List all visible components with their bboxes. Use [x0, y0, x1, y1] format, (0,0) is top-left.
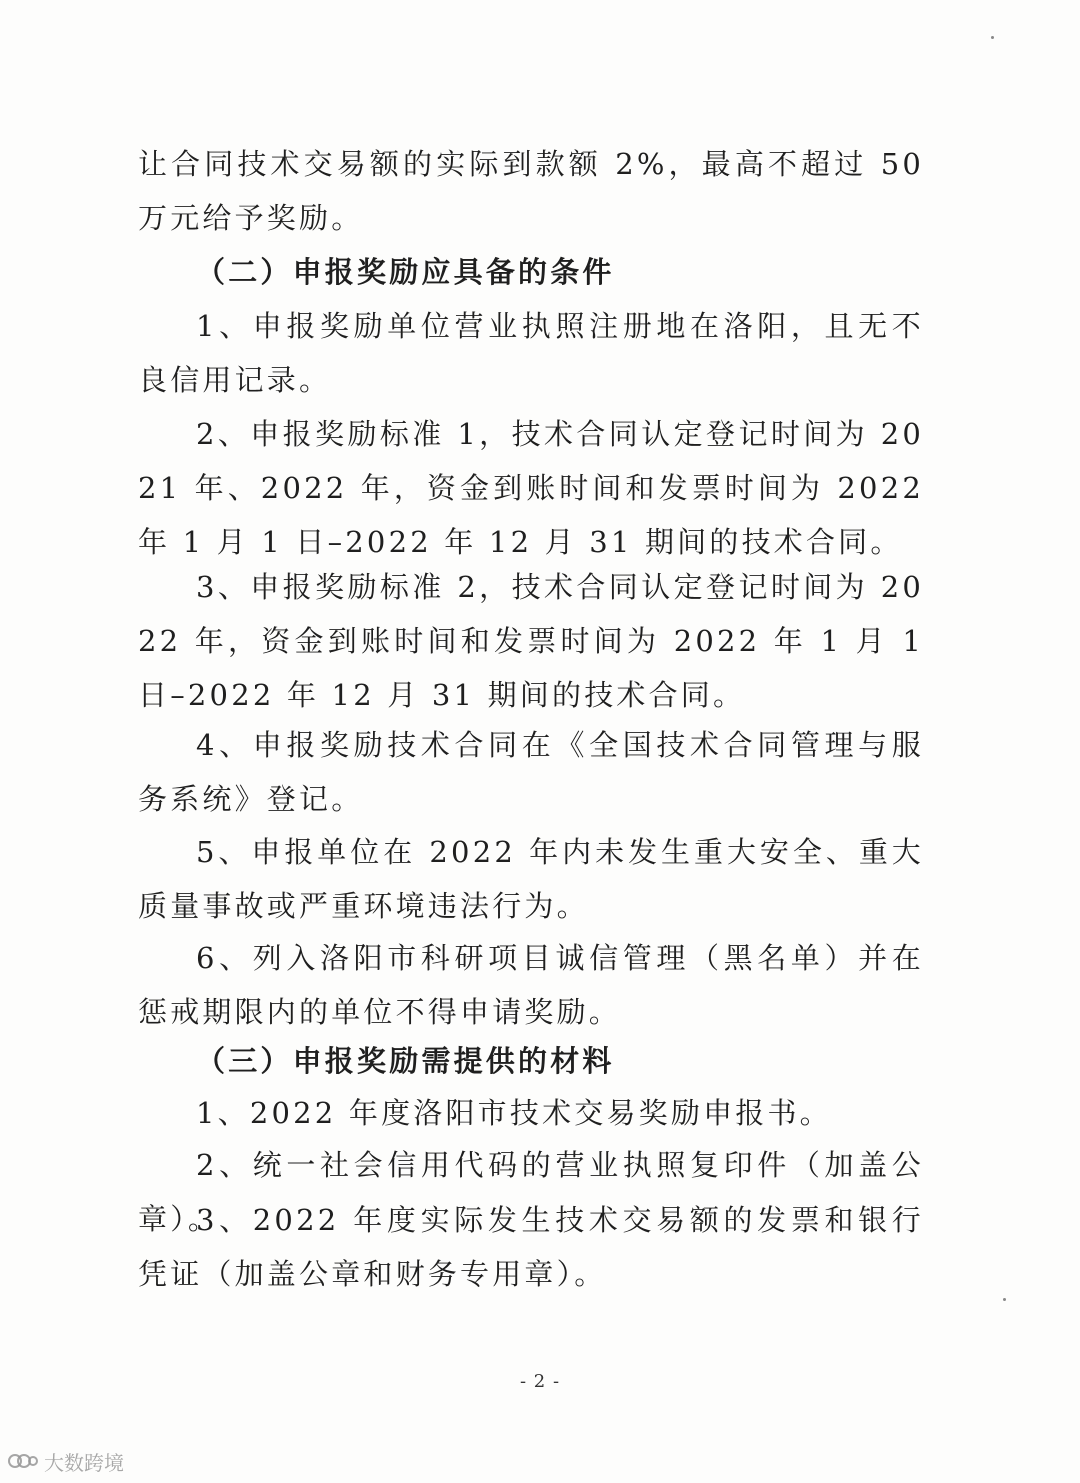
scan-speck [991, 36, 994, 39]
list-item-2-1: 1、申报奖励单位营业执照注册地在洛阳，且无不良信用记录。 [138, 309, 924, 397]
watermark-text: 大数跨境 [44, 1450, 124, 1475]
list-item-3-1: 1、2022 年度洛阳市技术交易奖励申报书。 [196, 1096, 832, 1130]
section-heading-3: （三）申报奖励需提供的材料 [196, 1044, 615, 1078]
section-heading-2: （二）申报奖励应具备的条件 [196, 255, 615, 289]
list-item-2-3: 3、申报奖励标准 2，技术合同认定登记时间为 2022 年，资金到账时间和发票时间为 2022 年 1 月 1 日–2022 年 12 月 31 期间的技术合同。 [138, 570, 924, 712]
paragraph-continuation: 让合同技术交易额的实际到款额 2%，最高不超过 50 万元给予奖励。 [138, 147, 924, 235]
list-item-3-3: 3、2022 年度实际发生技术交易额的发票和银行凭证（加盖公章和财务专用章）。 [138, 1203, 924, 1291]
watermark [8, 1446, 124, 1476]
list-item-2-4: 4、申报奖励技术合同在《全国技术合同管理与服务系统》登记。 [138, 728, 924, 816]
watermark-logo-icon [8, 1450, 38, 1472]
list-item-2-2: 2、申报奖励标准 1，技术合同认定登记时间为 2021 年、2022 年，资金到账时间和发票时间为 2022 年 1 月 1 日–2022 年 12 月 31 期间的技术合同。 [138, 417, 924, 559]
list-item-3-2: 2、统一社会信用代码的营业执照复印件（加盖公章）。 [138, 1148, 924, 1236]
page-number: - 2 - [519, 1371, 561, 1392]
list-item-2-6: 6、列入洛阳市科研项目诚信管理（黑名单）并在惩戒期限内的单位不得申请奖励。 [138, 941, 924, 1029]
list-item-2-5: 5、申报单位在 2022 年内未发生重大安全、重大质量事故或严重环境违法行为。 [138, 835, 924, 923]
scan-speck [1003, 1298, 1006, 1301]
